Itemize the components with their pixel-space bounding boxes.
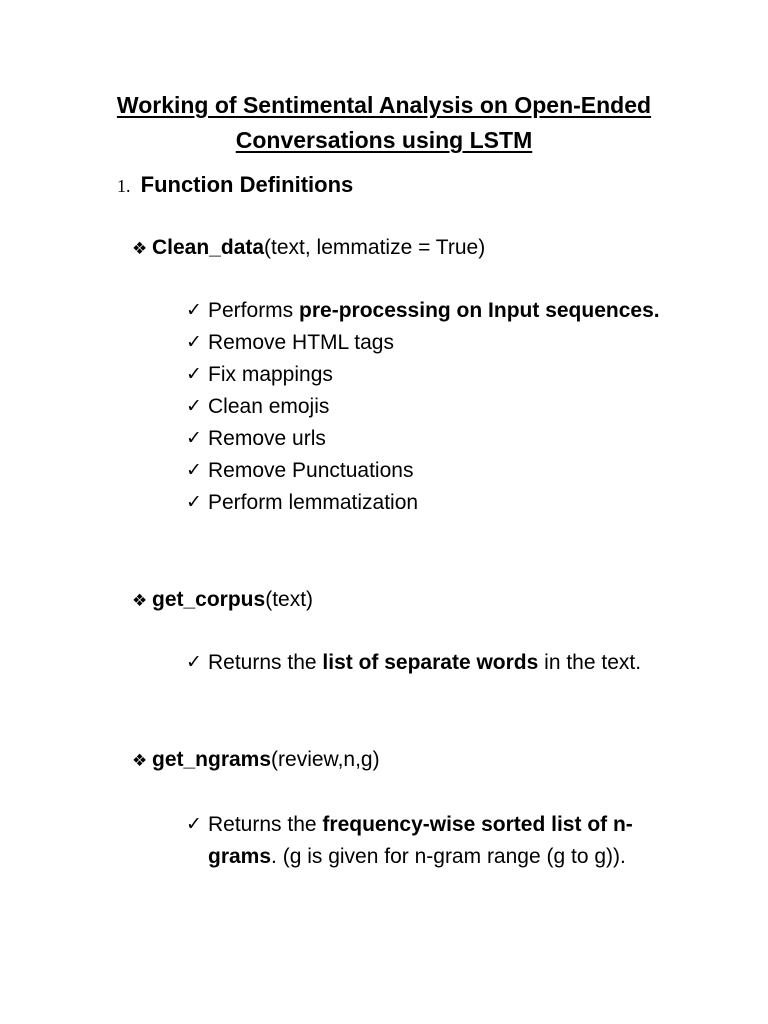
diamond-bullet-icon: ❖ [132,591,148,610]
checkmark-icon: ✓ [186,652,202,673]
checkmark-icon: ✓ [186,460,202,481]
list-item [186,295,686,327]
list-item [186,391,686,423]
diamond-bullet-icon: ❖ [132,751,148,770]
function-heading-get-ngrams [132,745,380,776]
list-item [186,327,686,359]
list-item [186,359,686,391]
item-bold-text: pre-processing on Input sequences. [299,299,660,322]
item-bold-text: frequency-wise sorted list of n-grams [208,813,633,868]
checkmark-icon: ✓ [186,814,202,835]
section-number: 1. [117,176,131,196]
diamond-bullet-icon: ❖ [132,239,148,258]
item-text-tail: . (g is given for n-gram range (g to g)). [271,845,626,868]
item-text: Clean emojis [208,395,330,418]
checkmark-icon: ✓ [186,396,202,417]
get-corpus-checklist [186,647,686,679]
function-params: (text, lemmatize = True) [264,236,486,259]
function-heading-clean-data [132,233,485,264]
item-text: Remove HTML tags [208,331,394,354]
item-text: Remove Punctuations [208,459,414,482]
item-text: Perform lemmatization [208,491,419,514]
item-text: Fix mappings [208,363,333,386]
clean-data-checklist [186,295,686,519]
get-ngrams-checklist [186,809,686,873]
checkmark-icon: ✓ [186,428,202,449]
function-heading-get-corpus [132,585,313,616]
function-name: get_corpus [152,588,266,611]
function-params: (text) [265,588,314,611]
item-text: Returns the [208,813,323,836]
list-item [186,423,686,455]
item-text: Returns the [208,651,323,674]
checkmark-icon: ✓ [186,492,202,513]
list-item [186,455,686,487]
list-item [186,809,686,873]
function-name: Clean_data [152,236,265,259]
document-title-line-2: Conversations using LSTM [235,127,533,153]
function-params: (review,n,g) [271,748,380,771]
item-bold-text: list of separate words [322,651,539,674]
checkmark-icon: ✓ [186,332,202,353]
function-name: get_ngrams [152,748,272,771]
document-title-line-1: Working of Sentimental Analysis on Open-Ended [116,92,652,118]
checkmark-icon: ✓ [186,300,202,321]
section-heading [117,170,353,201]
item-text: Remove urls [208,427,326,450]
list-item [186,647,686,679]
item-text: Performs [208,299,300,322]
checkmark-icon: ✓ [186,364,202,385]
item-text-tail: in the text. [538,651,642,674]
list-item [186,487,686,519]
section-title: Function Definitions [140,172,354,197]
